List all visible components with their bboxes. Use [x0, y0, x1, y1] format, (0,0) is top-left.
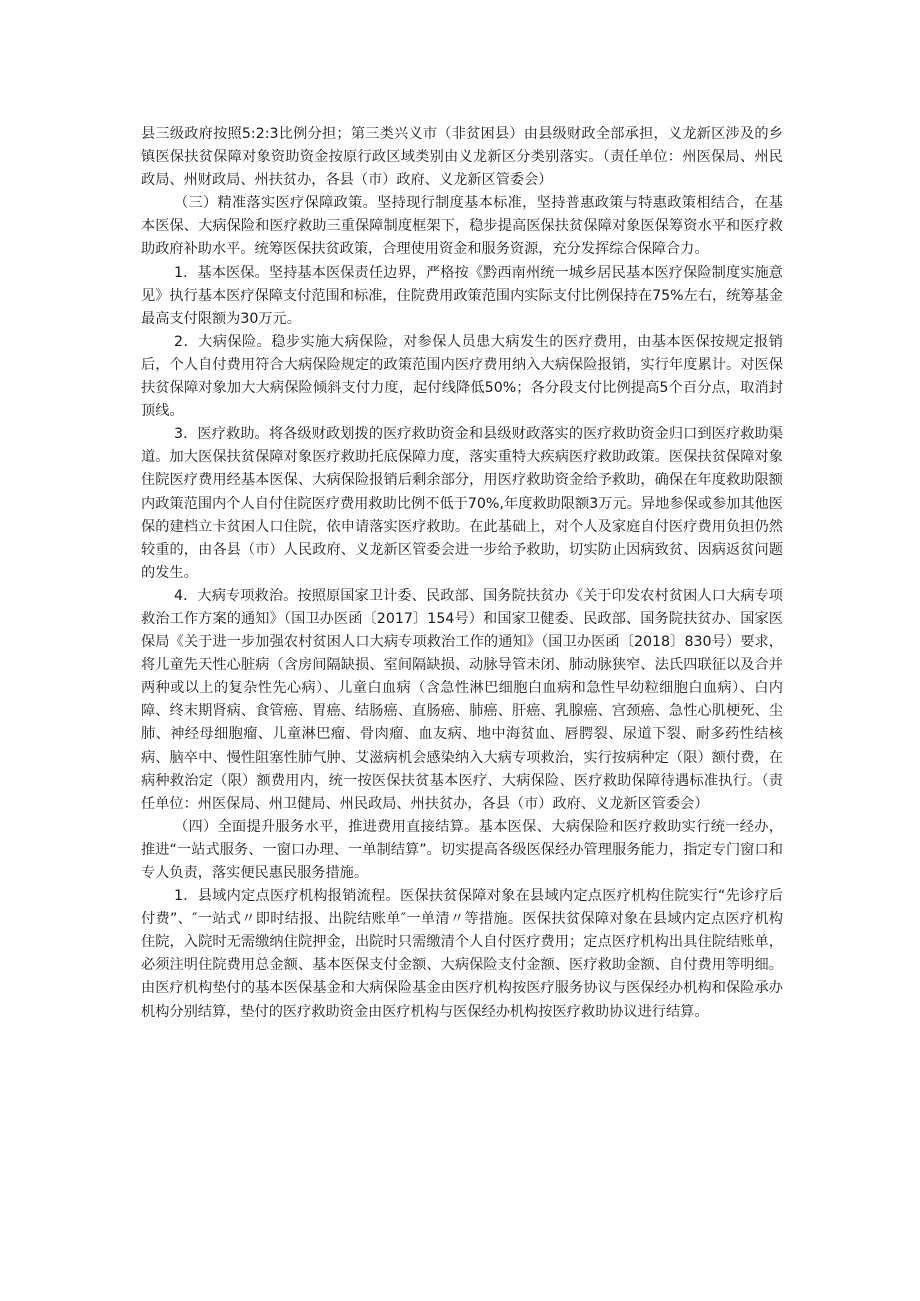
paragraph-section-4-heading: （四）全面提升服务水平，推进费用直接结算。基本医保、大病保险和医疗救助实行统一经办，推进“一站式服务、一窗口办理、一单制结算”。切实提高各级医保经办管理服务能力，指定专门窗口和专人负责，落实便民惠民服务措施。: [141, 818, 783, 881]
paragraph-medical-assistance: 3．医疗救助。将各级财政划拨的医疗救助资金和县级财政落实的医疗救助资金归口到医疗救助渠道。加大医保扶贫保障对象医疗救助托底保障力度，落实重特大疾病医疗救助政策。医保扶贫保障对象住院医疗费用经基本医保、大病保险报销后剩余部分，用医疗救助资金给予救助，确保在年度救助限额内政策范围内个人自付住院医疗费用救助比例不低于70%,年度救助限额3万元。异地参保或参加其他医保的建档立卡贫困人口住院，依申请落实医疗救助。在此基础上，对个人及家庭自付医疗费用负担仍然较重的，由各县（市）人民政府、义龙新区管委会进一步给予救助，切实防止因病致贫、因病返贫问题的发生。: [141, 426, 783, 581]
paragraph-special-treatment: 4．大病专项救治。按照原国家卫计委、民政部、国务院扶贫办《关于印发农村贫困人口大病专项救治工作方案的通知》（国卫办医函〔2017〕154号）和国家卫健委、民政部、国务院扶贫办、国家医保局《关于进一步加强农村贫困人口大病专项救治工作的通知》（国卫办医函〔2018〕830号）要求，将儿童先天性心脏病（含房间隔缺损、室间隔缺损、动脉导管未闭、肺动脉狭窄、法氏四联征以及合并两种或以上的复杂性先心病）、儿童白血病（含急性淋巴细胞白血病和急性早幼粒细胞白血病）、白内障、终末期肾病、食管癌、胃癌、结肠癌、直肠癌、肺癌、肝癌、乳腺癌、宫颈癌、急性心肌梗死、尘肺、神经母细胞瘤、儿童淋巴瘤、骨肉瘤、血友病、地中海贫血、唇腭裂、尿道下裂、耐多药性结核病、脑卒中、慢性阻塞性肺气肿、艾滋病机会感染纳入大病专项救治，实行按病种定（限）额付费，在病种救治定（限）额费用内，统一按医保扶贫基本医疗、大病保险、医疗救助保障待遇标准执行。（责任单位：州医保局、州卫健局、州民政局、州扶贫办，各县（市）政府、义龙新区管委会）: [141, 587, 783, 812]
paragraph-1: 县三级政府按照5:2:3比例分担；第三类兴义市（非贫困县）由县级财政全部承担，义龙新区涉及的乡镇医保扶贫保障对象资助资金按原行政区域类别由义龙新区分类别落实。（责任单位：州医保局、州民政局、州财政局、州扶贫办，各县（市）政府、义龙新区管委会）: [141, 126, 783, 189]
paragraph-county-reimbursement: 1．县域内定点医疗机构报销流程。医保扶贫保障对象在县域内定点医疗机构住院实行“先诊疗后付费”、″一站式〃即时结报、出院结账单″一单清〃等措施。医保扶贫保障对象在县域内定点医疗机构住院，入院时无需缴纳住院押金，出院时只需缴清个人自付医疗费用；定点医疗机构出具住院结账单，必须注明住院费用总金额、基本医保支付金额、大病保险支付金额、医疗救助金额、自付费用等明细。由医疗机构垫付的基本医保基金和大病保险基金由医疗机构按医疗服务协议与医保经办机构和保险承办机构分别结算，垫付的医疗救助资金由医疗机构与医保经办机构按医疗救助协议进行结算。: [141, 888, 783, 1020]
paragraph-basic-medical-insurance: 1．基本医保。坚持基本医保责任边界，严格按《黔西南州统一城乡居民基本医疗保险制度实施意见》执行基本医疗保障支付范围和标准，住院费用政策范围内实际支付比例保持在75%左右，统筹基金最高支付限额为30万元。: [141, 264, 783, 327]
paragraph-section-3-heading: （三）精准落实医疗保障政策。坚持现行制度基本标准，坚持普惠政策与特惠政策相结合，在基本医保、大病保险和医疗救助三重保障制度框架下，稳步提高医保扶贫保障对象医保筹资水平和医疗救助政府补助水平。统筹医保扶贫政策，合理使用资金和服务资源，充分发挥综合保障合力。: [141, 195, 783, 258]
paragraph-critical-illness-insurance: 2．大病保险。稳步实施大病保险，对参保人员患大病发生的医疗费用，由基本医保按规定报销后，个人自付费用符合大病保险规定的政策范围内医疗费用纳入大病保险报销，实行年度累计。对医保扶贫保障对象加大大病保险倾斜支付力度，起付线降低50%；各分段支付比例提高5个百分点，取消封顶线。: [141, 333, 783, 420]
document-body: [141, 123, 783, 1024]
